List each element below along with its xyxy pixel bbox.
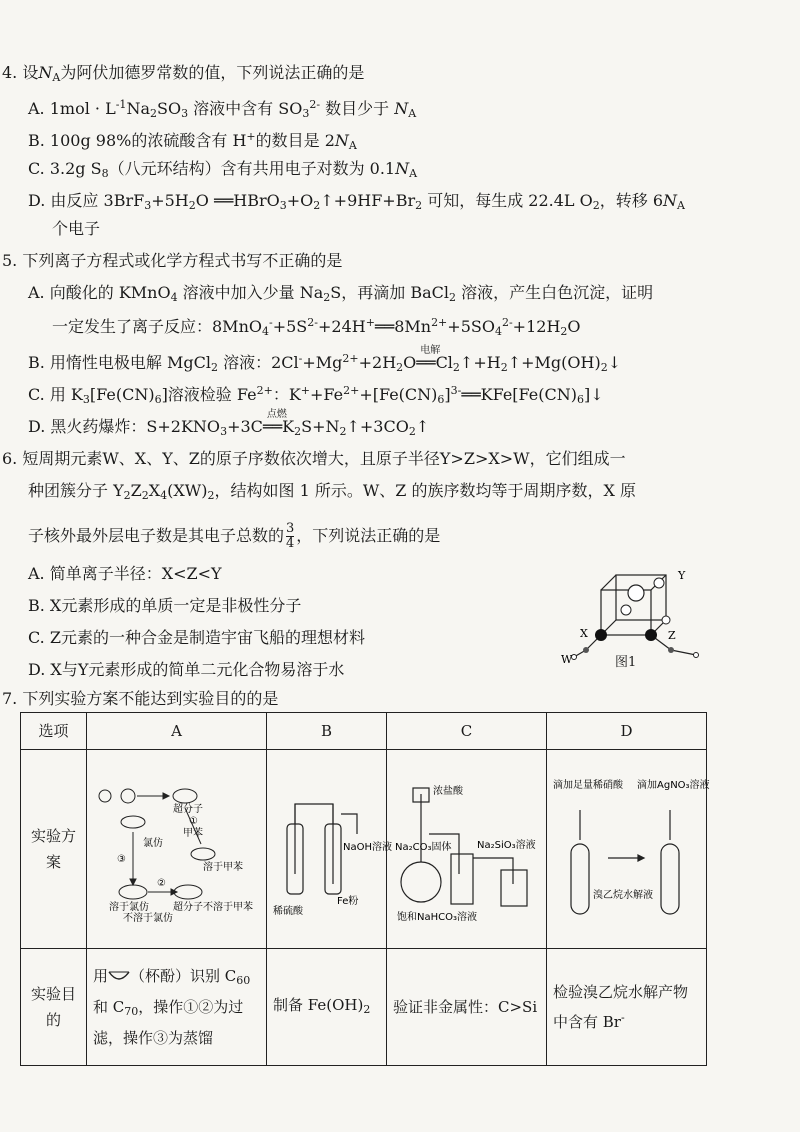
- fig-label-y: Y: [678, 569, 686, 582]
- table-row-purpose: [21, 949, 707, 1066]
- header-option: 选项: [21, 713, 87, 750]
- fig-label-w: W: [561, 653, 573, 666]
- label-na2co3-solid: Na₂CO₃固体: [395, 842, 452, 853]
- fig-label-z: Z: [668, 629, 676, 642]
- q6-option-b: B. X元素形成的单质一定是非极性分子: [28, 596, 302, 615]
- q4-option-d-line1: D. 由反应 $3BrF_3+5H_2O$ $══HBrO_3+O_2↑+9HF+Br_2$ 可知，每生成 22.4L $O_2$，转移 $6N_A$: [28, 191, 685, 212]
- label-soluble-toluene: 溶于甲苯: [203, 862, 243, 873]
- header-d: D: [547, 713, 707, 750]
- q5-option-d: D. 黑火药爆炸：$S+2KNO_3+3C$ 点燃 $══K_2S+N_2↑+3CO_2↑$: [28, 416, 429, 443]
- purpose-b: 制备 $Fe(OH)_2$: [267, 949, 387, 1066]
- fraction-denominator: 4: [286, 536, 295, 551]
- table-row-scheme: [21, 750, 707, 949]
- label-na2sio3: Na₂SiO₃溶液: [477, 840, 536, 851]
- purpose-c: 验证非金属性：C>Si: [387, 949, 547, 1066]
- q5-stem: 5. 下列离子方程式或化学方程式书写不正确的是: [2, 251, 343, 270]
- fig-label-x: X: [580, 627, 588, 640]
- label-bromoethane-hydrolysate: 溴乙烷水解液: [593, 890, 653, 901]
- label-add-agno3: 滴加AgNO₃溶液: [637, 780, 710, 791]
- calixarene-separation-diagram: [93, 774, 261, 924]
- q4-option-a: A. $1mol \cdot L^{-1}Na_2SO_3$ 溶液中含有 $SO_3^{2-}$ 数目少于 $N_A$: [28, 98, 417, 120]
- label-dilute-h2so4: 稀硫酸: [273, 906, 303, 917]
- label-fe-powder: Fe粉: [337, 896, 359, 907]
- label-insoluble-chloroform: 不溶于氯仿: [123, 913, 173, 924]
- label-step-2: ②: [157, 878, 166, 889]
- q5-b-condition: 电解: [420, 345, 441, 356]
- nonmetal-comparison-apparatus: [393, 774, 541, 924]
- q5-option-c: C. 用 $K_3[Fe(CN)_6]$溶液检验 $Fe^{2+}$：$K^++Fe^{2+}+[Fe(CN)_6]^{3-}══KFe[Fe(CN)_6]↓$: [28, 384, 604, 406]
- label-step-3: ③: [117, 854, 126, 865]
- q5-option-a-line1: A. 向酸化的 KMnO$_4$ 溶液中加入少量 $Na_2S$，再滴加 BaCl$_2$ 溶液，产生白色沉淀，证明: [28, 283, 654, 304]
- label-supramolecule: 超分子: [173, 804, 203, 815]
- q7-stem: 7. 下列实验方案不能达到实验目的的是: [2, 689, 279, 708]
- scheme-d: [547, 750, 710, 949]
- q6-stem-line2: 种团簇分子 $Y_2Z_2X_4(XW)_2$，结构如图 1 所示。W、Z 的族序数均等于周期序数，X 原: [28, 481, 636, 502]
- q5-option-b: B. 用惰性电极电解 MgCl$_2$ 溶液：$2Cl^-+Mg^{2+}+2H_2O$ 电解 $══Cl_2↑+H_2↑+Mg(OH)_2↓$: [28, 348, 621, 379]
- bromide-test-apparatus: [553, 774, 710, 924]
- scheme-c: [387, 750, 547, 949]
- table-header-row: [21, 713, 707, 750]
- header-b: B: [267, 713, 387, 750]
- header-c: C: [387, 713, 547, 750]
- label-naoh: NaOH溶液: [343, 842, 392, 853]
- label-soluble-chloroform: 溶于氯仿: [109, 902, 149, 913]
- q5-d-condition: 点燃: [266, 409, 287, 420]
- label-toluene: 甲苯: [183, 828, 203, 839]
- q4-option-c: C. 3.2g $S_8$（八元环结构）含有共用电子对数为 $0.1N_A$: [28, 159, 418, 180]
- q6-option-d: D. X与Y元素形成的简单二元化合物易溶于水: [28, 660, 345, 679]
- label-supramolecule-insoluble-toluene: 超分子不溶于甲苯: [173, 902, 253, 913]
- q6-stem-line1: 6. 短周期元素W、X、Y、Z的原子序数依次增大，且原子半径Y>Z>X>W，它们组成一: [2, 449, 626, 468]
- label-chloroform: 氯仿: [143, 838, 163, 849]
- fraction-numerator: 3: [286, 521, 295, 536]
- q6-option-c: C. Z元素的一种合金是制造宇宙飞船的理想材料: [28, 628, 365, 647]
- q4-stem: 4. 设$N_A$为阿伏加德罗常数的值，下列说法正确的是: [2, 63, 365, 84]
- purpose-a: 用 （杯酚）识别 $C_{60}$和 $C_{70}$，操作①②为过滤，操作③为蒸馏: [87, 949, 267, 1066]
- q4-option-d-line2: 个电子: [52, 219, 101, 238]
- row-label-scheme: 实验方案: [21, 750, 87, 949]
- fe-oh2-apparatus: [273, 774, 392, 924]
- experiment-table: [20, 712, 710, 1066]
- row-label-purpose: 实验目的: [21, 949, 87, 1066]
- label-add-hno3: 滴加足量稀硝酸: [553, 780, 623, 791]
- calixarene-icon: [108, 970, 130, 982]
- q6-stem-line3: 子核外最外层电子数是其电子总数的 $\frac{3}{4}$ ，下列说法正确的是: [28, 521, 441, 551]
- purpose-d: 检验溴乙烷水解产物中含有 Br-: [547, 949, 707, 1066]
- q5-option-a-line2: 一定发生了离子反应：$8MnO_4^-+5S^{2-}+24H^+══8Mn^{2+}+5SO_4^{2-}+12H_2O$: [52, 316, 581, 338]
- figure-caption: 图1: [615, 655, 637, 670]
- label-saturated-nahco3: 饱和NaHCO₃溶液: [397, 912, 477, 923]
- header-a: A: [87, 713, 267, 750]
- q6-option-a: A. 简单离子半径：X<Z<Y: [28, 564, 222, 583]
- label-conc-hcl: 浓盐酸: [433, 786, 463, 797]
- scheme-b: [267, 750, 392, 949]
- q4-option-b: B. 100g 98%的浓硫酸含有 H+的数目是 $2N_A$: [28, 130, 357, 152]
- label-step-1: ①: [189, 816, 198, 827]
- scheme-a: [87, 750, 267, 949]
